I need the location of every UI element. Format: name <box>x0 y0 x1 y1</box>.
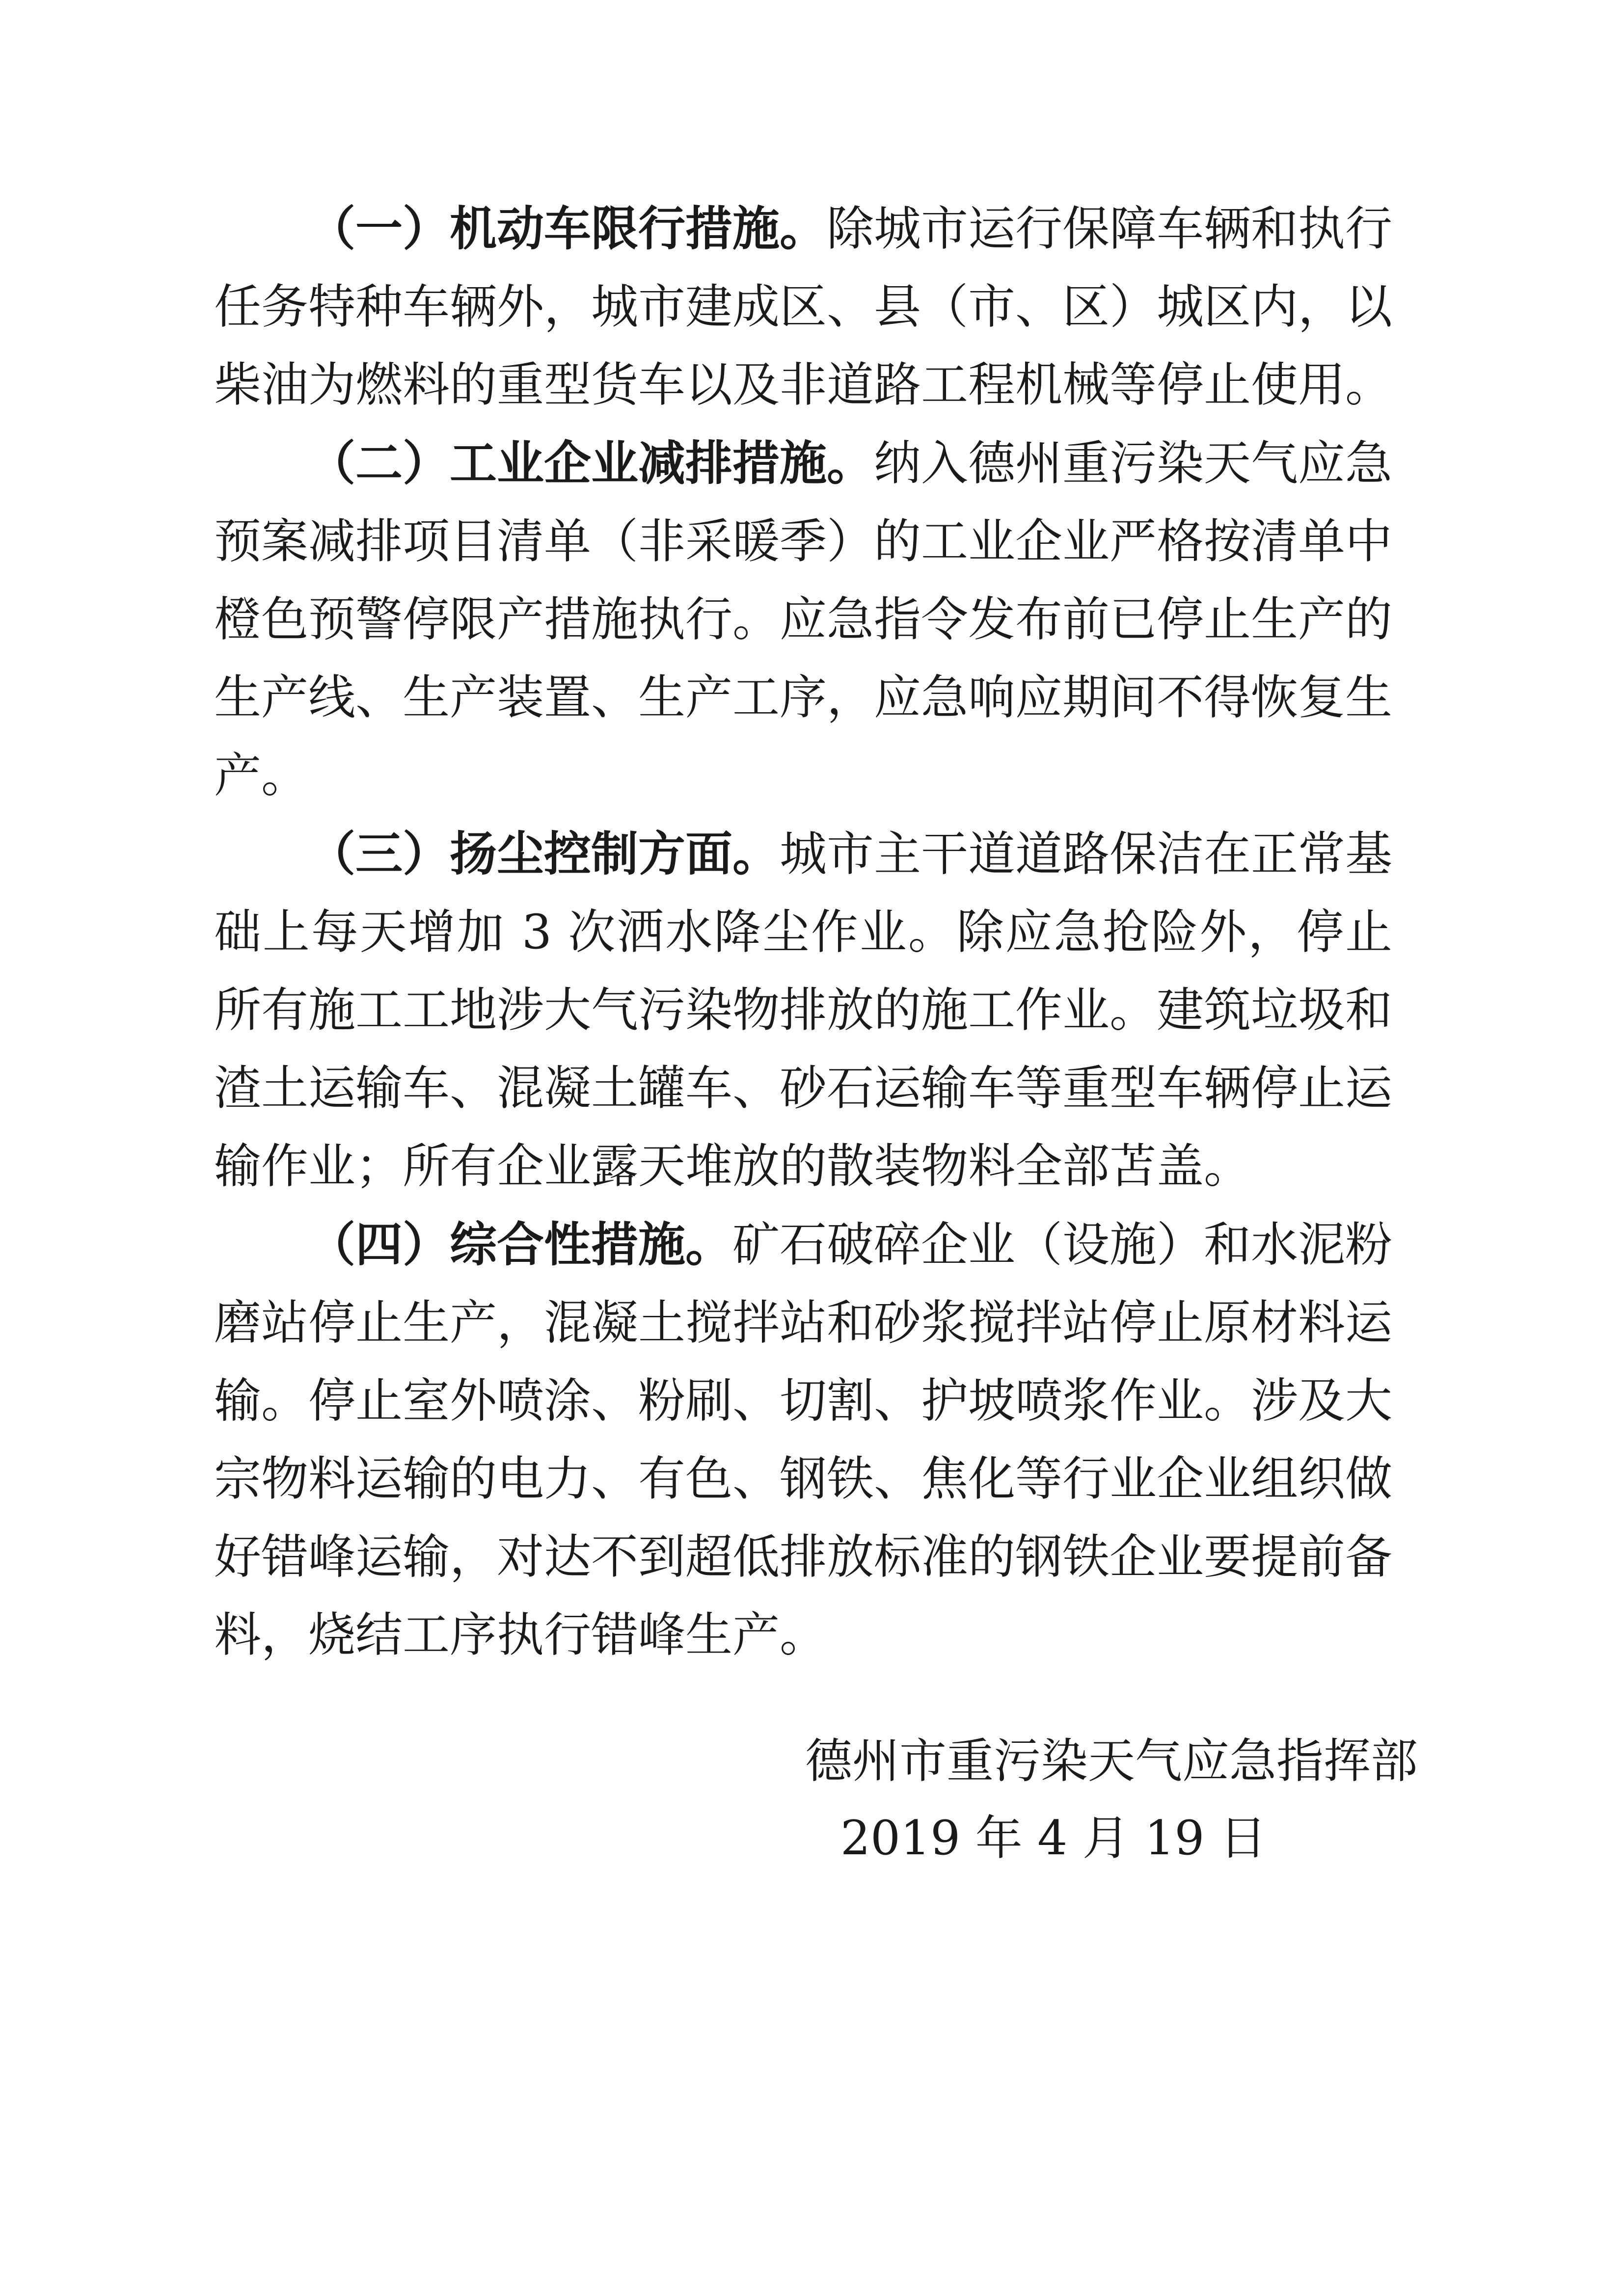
paragraph-text: 矿石破碎企业（设施）和水泥粉磨站停止生产，混凝土搅拌站和砂浆搅拌站停止原材料运输。停止室外喷涂、粉刷、切割、护坡喷浆作业。涉及大宗物料运输的电力、有色、钢铁、焦化等行业企业组织做好错峰运输，对达不到超低排放标准的钢铁企业要提前备料，烧结工序执行错峰生产。 <box>214 1217 1392 1662</box>
paragraph-dust-control <box>214 815 1392 1205</box>
paragraph-heading: （四）综合性措施。 <box>308 1217 732 1272</box>
paragraph-text: 除城市运行保障车辆和执行任务特种车辆外，城市建成区、县（市、区）城区内，以柴油为燃料的重型货车以及非道路工程机械等停止使用。 <box>214 201 1392 412</box>
signature-block <box>805 1723 1418 1877</box>
paragraph-comprehensive-measures <box>214 1205 1392 1674</box>
paragraph-vehicle-restriction <box>214 189 1392 424</box>
paragraph-industrial-reduction <box>214 424 1392 815</box>
signature-organization: 德州市重污染天气应急指挥部 <box>805 1734 1418 1789</box>
paragraph-heading: （一）机动车限行措施。 <box>308 201 827 256</box>
paragraph-text: 城市主干道道路保洁在正常基础上每天增加 3 次洒水降尘作业。除应急抢险外，停止所有施工工地涉大气污染物排放的施工作业。建筑垃圾和渣土运输车、混凝土罐车、砂石运输车等重型车辆停止运输作业；所有企业露天堆放的散装物料全部苫盖。 <box>214 827 1392 1194</box>
document-body <box>214 189 1392 1674</box>
paragraph-heading: （三）扬尘控制方面。 <box>308 826 780 881</box>
paragraph-heading: （二）工业企业减排措施。 <box>308 435 874 491</box>
paragraph-text: 纳入德州重污染天气应急预案减排项目清单（非采暖季）的工业企业严格按清单中橙色预警停限产措施执行。应急指令发布前已停止生产的生产线、生产装置、生产工序，应急响应期间不得恢复生产。 <box>214 436 1392 803</box>
signature-date: 2019 年 4 月 19 日 <box>840 1811 1267 1866</box>
